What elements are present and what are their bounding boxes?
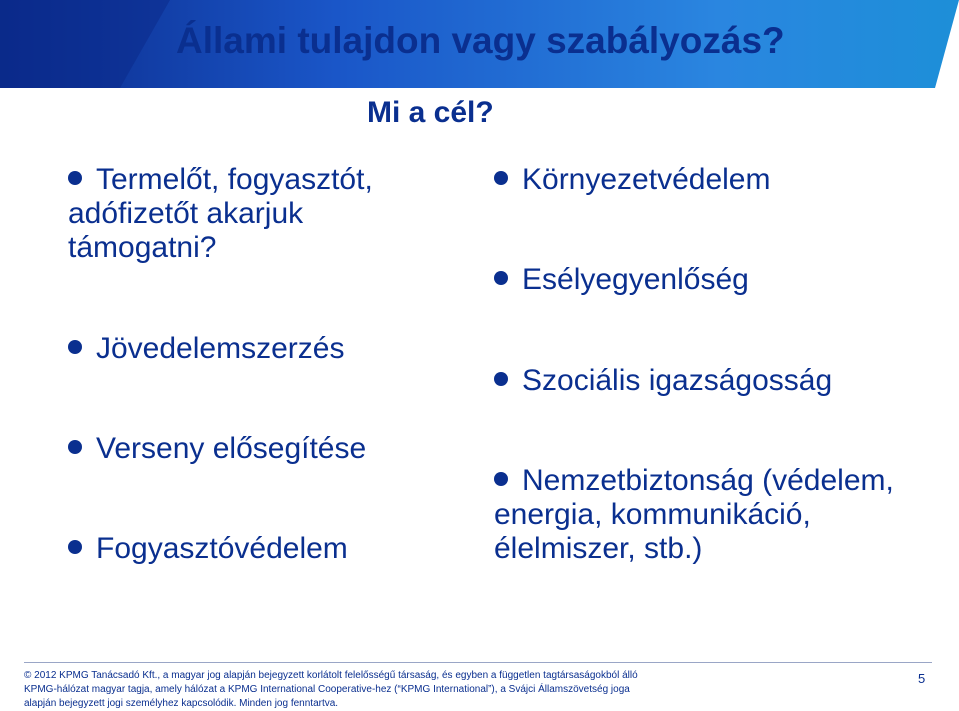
list-item bbox=[494, 263, 934, 297]
bullet-icon bbox=[68, 540, 82, 554]
bullet-icon bbox=[68, 340, 82, 354]
list-item-text: Szociális igazságosság bbox=[522, 364, 833, 397]
page-number: 5 bbox=[918, 671, 926, 686]
page-title: Állami tulajdon vagy szabályozás? bbox=[176, 20, 785, 61]
list-item-text: Környezetvédelem bbox=[522, 163, 771, 196]
subtitle: Mi a cél? bbox=[367, 96, 494, 129]
list-item-text: Fogyasztóvédelem bbox=[96, 532, 348, 565]
list-item-text: Nemzetbiztonság (védelem, energia, kommunikáció, élelmiszer, stb.) bbox=[494, 464, 894, 565]
list-item bbox=[68, 532, 458, 566]
list-item-text: Termelőt, fogyasztót, adófizetőt akarjuk támogatni? bbox=[68, 163, 373, 264]
list-item bbox=[494, 163, 934, 197]
list-item-text: Jövedelemszerzés bbox=[96, 332, 345, 365]
list-item bbox=[494, 464, 934, 566]
bullet-icon bbox=[68, 171, 82, 185]
list-item-text: Esélyegyenlőség bbox=[522, 263, 749, 296]
list-item bbox=[68, 332, 458, 366]
list-item bbox=[494, 364, 934, 398]
bullet-icon bbox=[494, 271, 508, 285]
footer-divider bbox=[24, 662, 932, 663]
list-item-text: Verseny elősegítése bbox=[96, 432, 367, 465]
bullet-icon bbox=[494, 171, 508, 185]
bullet-icon bbox=[68, 440, 82, 454]
title-bar bbox=[0, 0, 959, 88]
bullet-icon bbox=[494, 372, 508, 386]
bullet-icon bbox=[494, 472, 508, 486]
footer-copyright: © 2012 KPMG Tanácsadó Kft., a magyar jog alapján bejegyzett korlátolt felelősségű társaság, és egyben a független tagtársaságokból álló KPMG-hálózat magyar tagja, amely hálózat a KPMG International Cooperative-hez (“KPMG International”), a Svájci Államszövetség joga alapján bejegyzett jogi személyhez kapcsolódik. Minden jog fenntartva. bbox=[24, 670, 638, 709]
list-item bbox=[68, 163, 458, 265]
list-item bbox=[68, 432, 458, 466]
